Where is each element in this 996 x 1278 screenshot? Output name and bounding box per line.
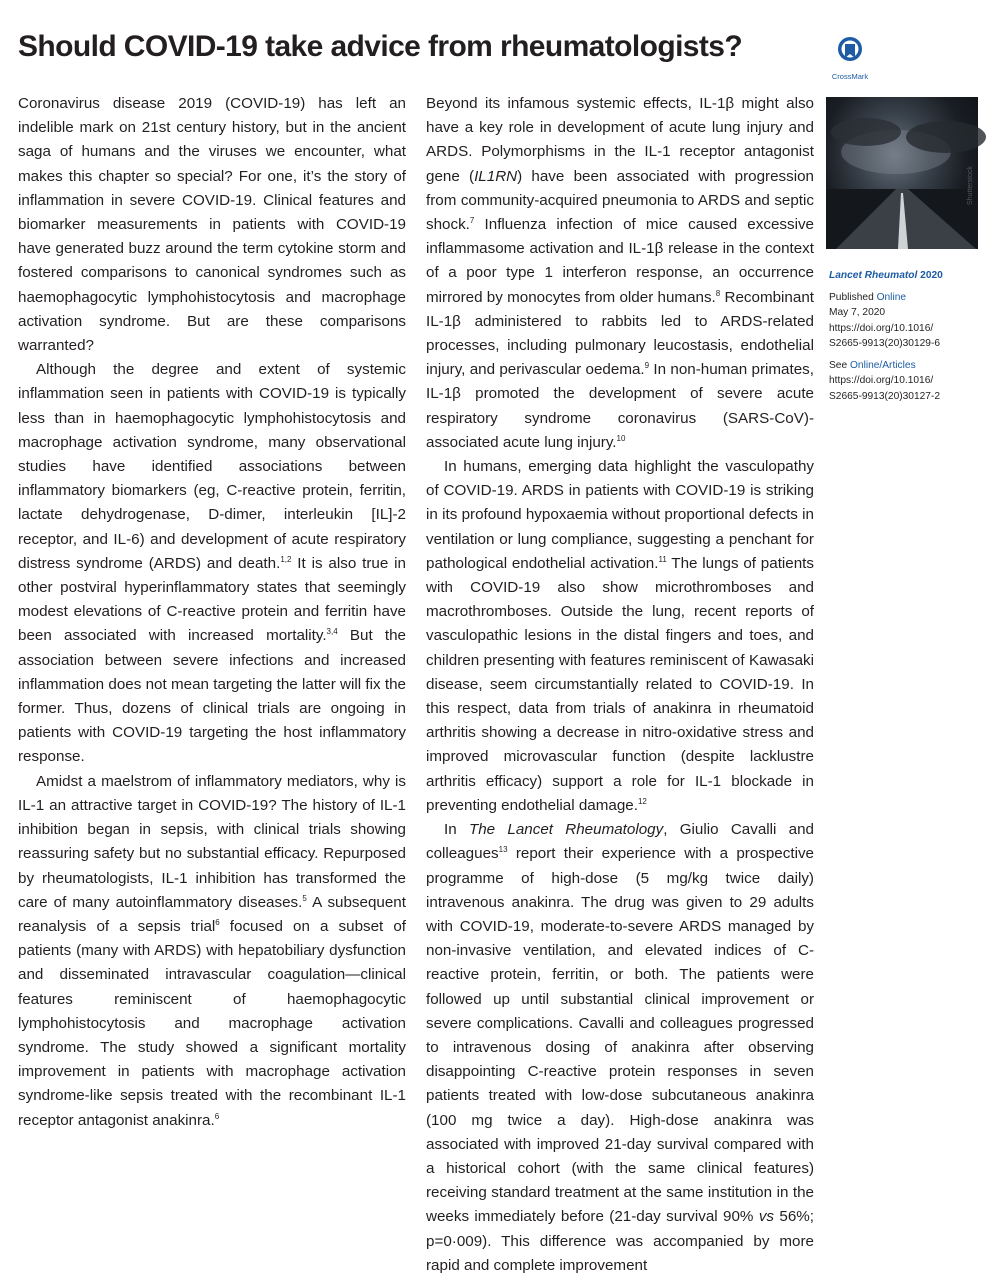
doi-link-2-cont[interactable]: S2665-9913(20)30127-2: [829, 390, 941, 402]
citation-ref: 13: [498, 845, 508, 855]
online-link[interactable]: Online: [876, 291, 907, 303]
paragraph-2: Although the degree and extent of systemic inflammation seen in patients with COVID-19 is typically less than in haemophagocytic lymphohistocytosis and macrophage activation syndrome, many observational studies have identified associations between inflammatory biomarkers (eg, C-reactive protein, ferritin, lactate dehydrogenase, D-dimer, interleukin [IL]-2 receptor, and IL-6) and development of acute respiratory distress syndrome (ARDS) and death.$^{1,2}$ It is also true in other postviral hyperinflammatory states that seemingly modest elevations of C-reactive protein and ferritin have been associated with increased mortality.$^{3,4}$ But the association between severe infections and increased inflammation does not mean targeting the latter will fix the former. Thus, dozens of clinical trials are ongoing in patients with COVID-19 targeting the host inflammatory response.: [18, 361, 407, 766]
citation-ref: 12: [637, 796, 647, 806]
citation-ref: 9: [644, 361, 650, 371]
road-storm-photo: [826, 97, 978, 249]
crossmark-label: CrossMark: [831, 72, 869, 81]
citation-ref: 1,2: [280, 554, 292, 564]
paragraph-3: Amidst a maelstrom of inflammatory mediators, why is IL-1 an attractive target in COVID-19? The history of IL-1 inhibition began in sepsis, with clinical trials showing reassuring safety but no substantial efficacy. Repurposed by rheumatologists, IL-1 inhibition has transformed the care of many autoinflammatory diseases.$^5$ A subsequent reanalysis of a sepsis trial$^6$ focused on a subset of patients (many with ARDS) with hepatobiliary dysfunction and disseminated intravascular coagulation—clinical features reminiscent of haemophagocytic lymphohistocytosis and macrophage activation syndrome. The study showed a significant mortality improvement in patients with macrophage activation syndrome-like sepsis treated with the recombinant IL-1 receptor antagonist anakinra.$^6$: [18, 772, 407, 1129]
crossmark-badge[interactable]: [826, 36, 874, 81]
road-illustration: [826, 97, 978, 249]
paragraph-1: Coronavirus disease 2019 (COVID-19) has left an indelible mark on 21st century history, but in the ancient saga of humans and the viruses we encounter, what makes this chapter so special? For one, it’s the story of inflammation in severe COVID-19. Clinical features and biomarker measurements in patients with COVID-19 have generated buzz around the term cytokine storm and fostered comparisons to canonical syndromes such as haemophagocytic lymphohistocytosis and macrophage activation syndrome. But are these comparisons warranted?: [18, 95, 406, 355]
paragraph-6: In The Lancet Rheumatology, Giulio Cavalli and colleagues$^{13}$ report their experience with a prospective programme of high-dose (5 mg/kg twice daily) intravenous anakinra. The drug was given to 29 adults with COVID-19, moderate-to-severe ARDS managed by non-invasive ventilation, and elevated indices of C-reactive protein, ferritin, or both. The patients were followed up until substantial clinical improvement or severe complications. Cavalli and colleagues progressed to intravenous dosing of anakinra after observing disappointing C-reactive protein responses in seven patients treated with low-dose subcutaneous anakinra (100 mg twice a day). High-dose anakinra was associated with improved 21-day survival compared with a historical cohort (with the same clinical features) receiving standard treatment at the same institution in the weeks immediately before (21-day survival 90% vs 56%; p=0·009). This difference was accompanied by more rapid and complete improvement: [426, 821, 815, 1274]
doi-link-1-cont[interactable]: S2665-9913(20)30129-6: [829, 338, 941, 349]
body-column-left: [18, 92, 406, 1187]
crossmark-icon: [837, 36, 863, 66]
see-also-line: See Online/Articles: [829, 359, 916, 371]
paragraph-5: In humans, emerging data highlight the vasculopathy of COVID-19. ARDS in patients with COVID-19 is striking in its profound hypoxaemia without proportional defects in ventilation or lung compliance, suggesting a penchant for pathological endothelial activation.$^{11}$ The lungs of patients with COVID-19 also show microthromboses and macrothromboses. Outside the lung, recent reports of vasculopathic lesions in the distal fingers and toes, and children presenting with features reminiscent of Kawasaki disease, seem circumstantially related to COVID-19. In this respect, data from trials of anakinra in rheumatoid arthritis showing a decrease in nitro-oxidative stress and improved microvascular function (despite lacklustre arthritis efficacy) support a role for IL-1 blockade in preventing endothelial damage.$^{12}$: [426, 458, 814, 814]
see-online-articles-link[interactable]: Online/Articles: [849, 359, 916, 371]
publication-date: May 7, 2020: [829, 307, 886, 318]
doi-link-2[interactable]: https://doi.org/10.1016/: [829, 375, 934, 386]
doi-link-1[interactable]: https://doi.org/10.1016/: [829, 322, 934, 334]
article-title: Should COVID-19 take advice from rheumatologists?: [18, 30, 743, 63]
citation-ref: 6: [214, 1111, 220, 1121]
body-column-right: [426, 92, 815, 1274]
published-line: Published Online: [829, 291, 907, 303]
citation-ref: 10: [616, 433, 626, 443]
citation-ref: 7: [469, 216, 475, 226]
journal-citation: Lancet Rheumatol 2020: [829, 270, 943, 281]
citation-ref: 11: [658, 554, 667, 564]
image-credit: Shutterstock: [967, 166, 974, 205]
citation-ref: 6: [215, 917, 220, 927]
citation-ref: 8: [715, 288, 721, 298]
article-info-sidebar: [829, 268, 979, 404]
citation-ref: 5: [302, 893, 307, 903]
citation-ref: 3,4: [326, 627, 338, 637]
paragraph-4-continued: Beyond its infamous systemic effects, IL-1β might also have a key role in development of acute lung injury and ARDS. Polymorphisms in the IL-1 receptor antagonist gene (IL1RN) have been associated with progression from community-acquired pneumonia to ARDS and septic shock.$^7$ Influenza infection of mice caused excessive inflammasome activation and IL-1β release in the context of a poor type 1 interferon response, an occurrence mirrored by monocytes from older humans.$^8$ Recombinant IL-1β administered to rabbits led to ARDS-related processes, including pulmonary leucostasis, endothelial injury, and perivascular oedema.$^9$ In non-human primates, IL-1β promoted the development of severe acute respiratory syndrome coronavirus (SARS-CoV)-associated acute lung injury.$^{10}$: [426, 95, 814, 451]
